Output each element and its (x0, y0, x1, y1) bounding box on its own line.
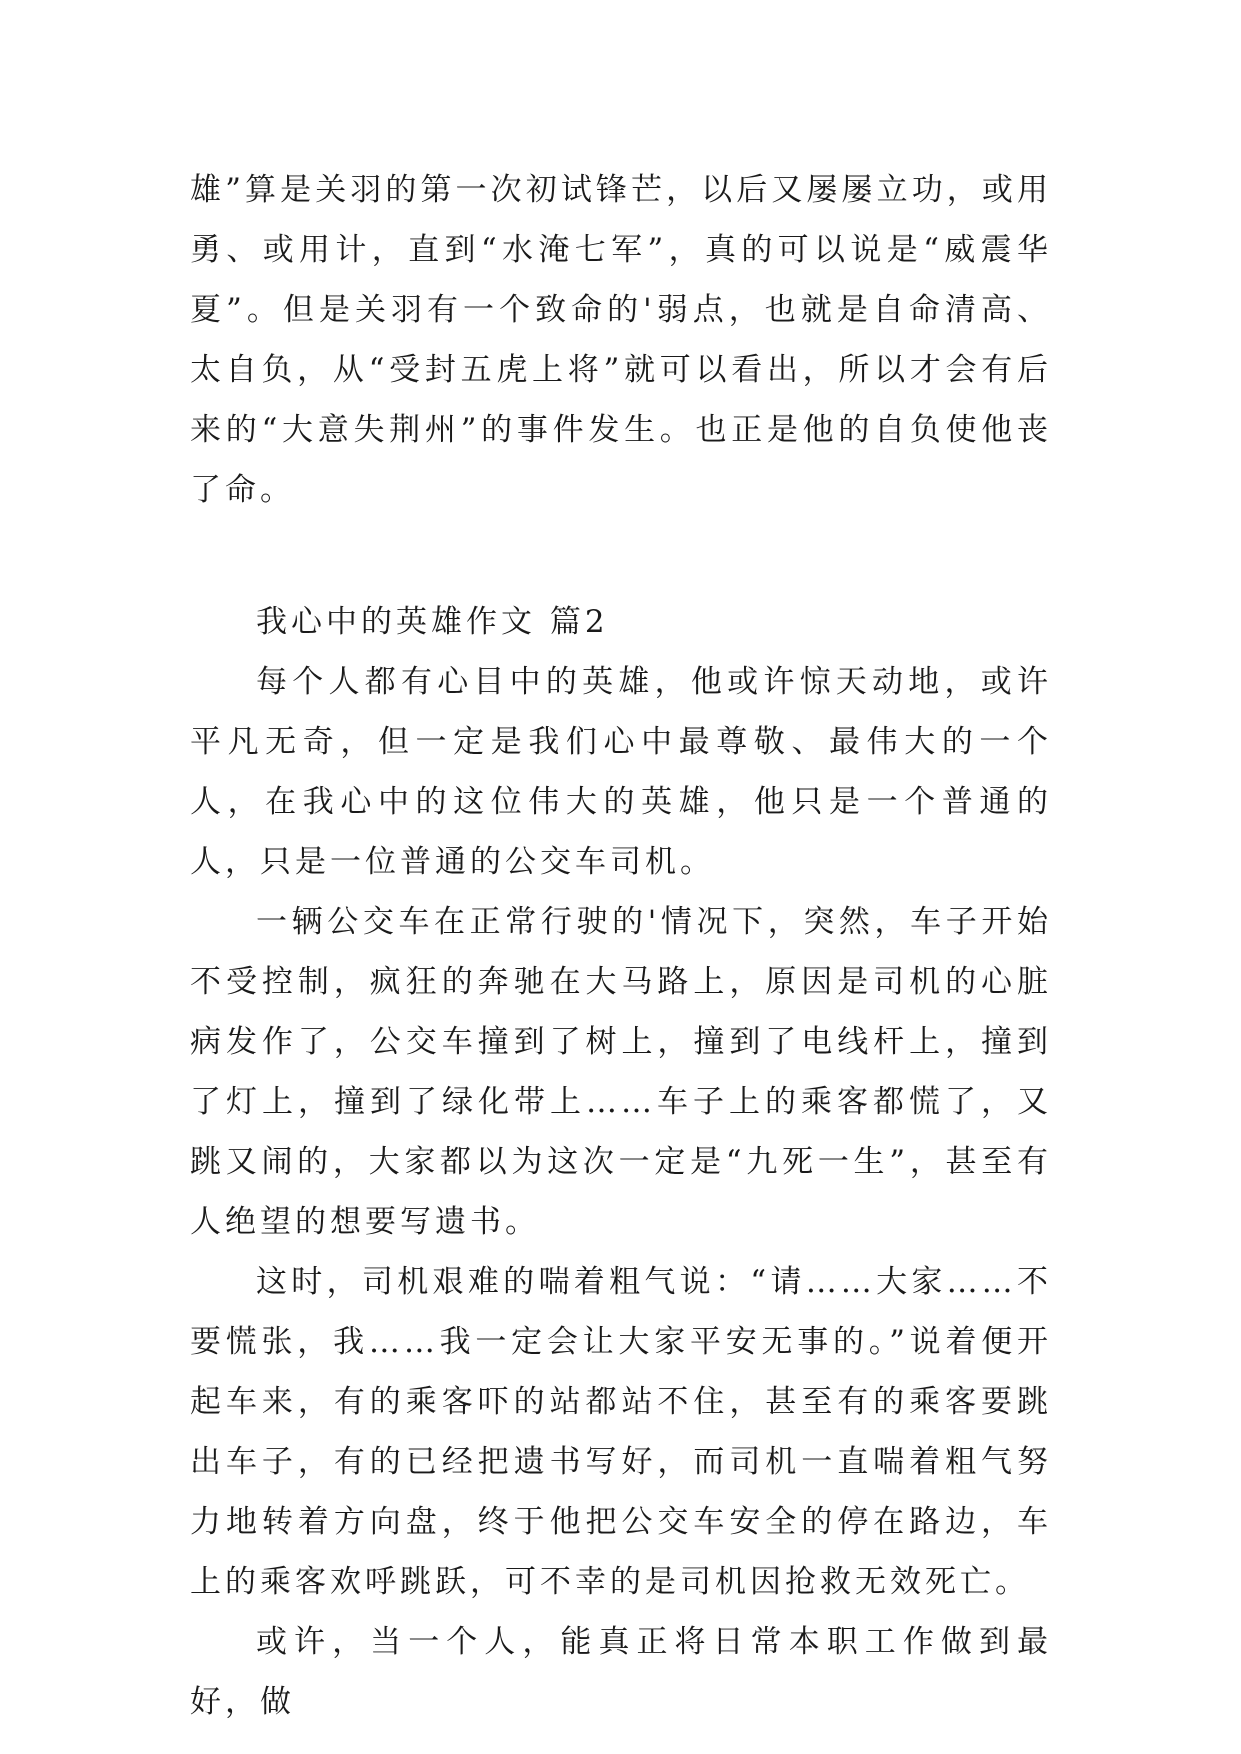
document-body (190, 160, 1052, 1732)
section-spacer (190, 520, 1052, 592)
body-paragraph: 这时，司机艰难的喘着粗气说：“请……大家……不要慌张，我……我一定会让大家平安无事的。”说着便开起车来，有的乘客吓的站都站不住，甚至有的乘客要跳出车子，有的已经把遗书写好，而司机一直喘着粗气努力地转着方向盘，终于他把公交车安全的停在路边，车上的乘客欢呼跳跃，可不幸的是司机因抢救无效死亡。 (190, 1264, 1052, 1600)
body-paragraph: 一辆公交车在正常行驶的'情况下，突然，车子开始不受控制，疯狂的奔驰在大马路上，原因是司机的心脏病发作了，公交车撞到了树上，撞到了电线杆上，撞到了灯上，撞到了绿化带上……车子上的乘客都慌了，又跳又闹的，大家都以为这次一定是“九死一生”，甚至有人绝望的想要写遗书。 (190, 904, 1052, 1240)
body-paragraph: 每个人都有心目中的英雄，他或许惊天动地，或许平凡无奇，但一定是我们心中最尊敬、最伟大的一个人，在我心中的这位伟大的英雄，他只是一个普通的人，只是一位普通的公交车司机。 (190, 664, 1052, 880)
body-paragraph: 或许，当一个人，能真正将日常本职工作做到最好，做 (190, 1624, 1052, 1720)
continuation-paragraph: 雄”算是关羽的第一次初试锋芒，以后又屡屡立功，或用勇、或用计，直到“水淹七军”，真的可以说是“威震华夏”。但是关羽有一个致命的'弱点，也就是自命清高、太自负，从“受封五虎上将”就可以看出，所以才会有后来的“大意失荆州”的事件发生。也正是他的自负使他丧了命。 (190, 172, 1052, 508)
section-heading: 我心中的英雄作文 篇2 (256, 604, 609, 640)
